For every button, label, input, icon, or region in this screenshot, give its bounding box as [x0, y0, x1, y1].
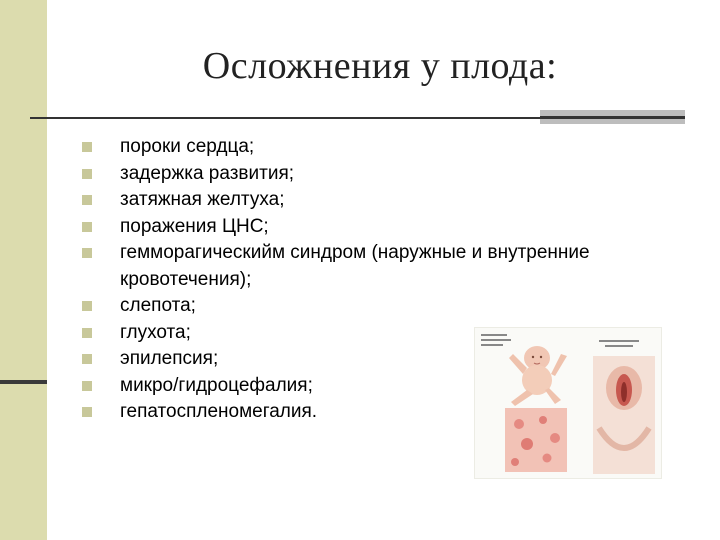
- caption-marks-left: [481, 334, 511, 346]
- bullet-square-icon: [82, 169, 92, 179]
- caption-marks-right: [599, 340, 639, 347]
- list-item: пороки сердца;: [82, 134, 602, 161]
- infant-figure: [509, 346, 567, 406]
- anatomical-photo: [593, 356, 655, 474]
- bullet-square-icon: [82, 381, 92, 391]
- list-item: гепатоспленомегалия.: [82, 399, 602, 426]
- title-underline-dark: [540, 116, 685, 119]
- list-item: гемморагическийм синдром (наружные и внутренние кровотечения);: [82, 240, 602, 293]
- list-item: эпилепсия;: [82, 346, 602, 373]
- slide-title: Осложнения у плода:: [202, 45, 558, 87]
- illustration-drawing: [475, 328, 661, 478]
- list-item: затяжная желтуха;: [82, 187, 602, 214]
- list-item: микро/гидроцефалия;: [82, 373, 602, 400]
- bullet-square-icon: [82, 195, 92, 205]
- bullet-square-icon: [82, 328, 92, 338]
- bullet-square-icon: [82, 142, 92, 152]
- list-item: поражения ЦНС;: [82, 214, 602, 241]
- bullet-square-icon: [82, 248, 92, 258]
- left-bar-accent-line: [0, 380, 47, 384]
- list-item: задержка развития;: [82, 161, 602, 188]
- medical-illustration-image: [474, 327, 662, 479]
- bullet-square-icon: [82, 222, 92, 232]
- skin-rash-closeup: [505, 408, 567, 472]
- bullet-square-icon: [82, 301, 92, 311]
- list-item: глухота;: [82, 320, 602, 347]
- left-decorative-bar: [0, 0, 47, 540]
- bullet-square-icon: [82, 354, 92, 364]
- bullet-square-icon: [82, 407, 92, 417]
- list-item: слепота;: [82, 293, 602, 320]
